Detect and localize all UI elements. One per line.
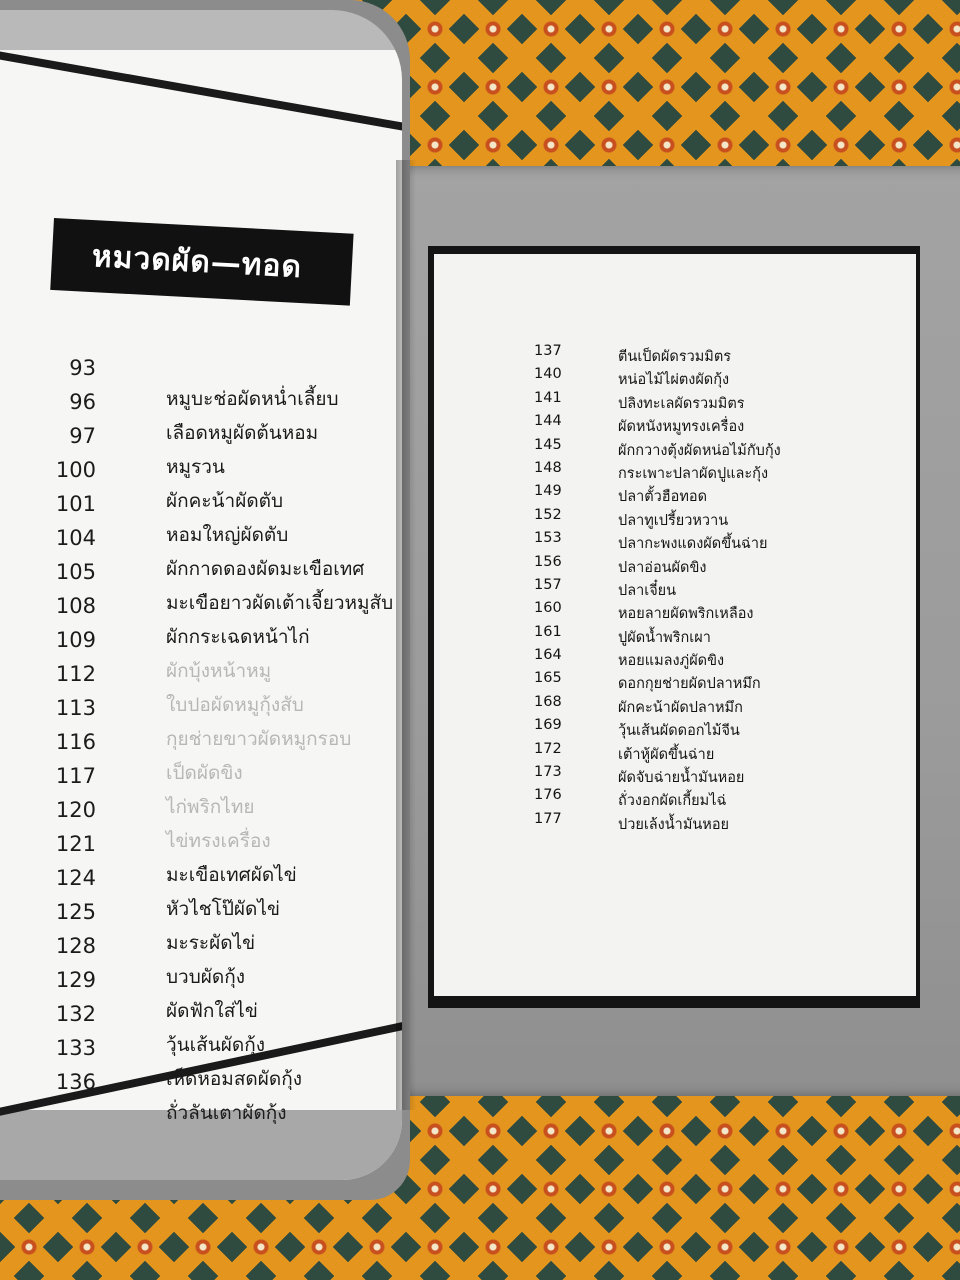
toc-dish-name: ผัดจับฉ่ายน้ำมันหอย <box>618 770 745 787</box>
toc-page-number: 97 <box>69 424 96 448</box>
toc-page-number: 176 <box>534 787 562 804</box>
toc-dish-name: ปูผัดน้ำพริกเผา <box>618 629 711 646</box>
toc-dish-name: ผักบุ้งหน้าหมู <box>166 660 272 682</box>
toc-page-number: 152 <box>534 506 562 523</box>
toc-dish-name: หัวไชโป๊ผัดไข่ <box>166 898 280 920</box>
toc-page-number: 125 <box>55 900 96 924</box>
toc-dish-name: ปลิงทะเลผัดรวมมิตร <box>618 395 745 412</box>
toc-dish-name: ปลากะพงแดงผัดขึ้นฉ่าย <box>618 536 768 553</box>
toc-page-number: 169 <box>534 717 562 734</box>
toc-dish-name: ปลาทูเปรี้ยวหวาน <box>618 512 729 529</box>
toc-page-number: 96 <box>69 390 96 414</box>
toc-dish-name: กุยช่ายขาวผัดหมูกรอบ <box>166 728 352 750</box>
toc-dish-name: บวบผัดกุ้ง <box>166 966 246 988</box>
toc-page-number: 116 <box>55 730 96 754</box>
toc-page-number: 156 <box>534 553 562 570</box>
toc-page-number: 168 <box>534 693 562 710</box>
toc-dish-name: ผักกาดดองผัดมะเขือเทศ <box>166 558 365 580</box>
toc-dish-name: มะระผัดไข่ <box>166 932 256 954</box>
toc-dish-name: เลือดหมูผัดต้นหอม <box>166 422 319 444</box>
toc-dish-name: วุ้นเส้นผัดดอกไม้จีน <box>618 723 740 740</box>
toc-dish-name: มะเขือยาวผัดเต้าเจี้ยวหมูสับ <box>166 592 394 614</box>
toc-page-number: 173 <box>534 764 562 781</box>
toc-page-number: 172 <box>534 740 562 757</box>
toc-dish-name: ผักกระเฉดหน้าไก่ <box>166 626 310 648</box>
toc-dish-name: ผักคะน้าผัดตับ <box>166 490 284 512</box>
toc-dish-name: ปลาเจี๋ยน <box>618 582 677 599</box>
toc-dish-name: ไก่พริกไทย <box>166 796 255 818</box>
toc-page-number: 157 <box>534 576 562 593</box>
toc-dish-name: ปลาตั้วฮือทอด <box>618 489 708 506</box>
toc-page-number: 132 <box>55 1002 96 1026</box>
toc-page-number: 128 <box>55 934 96 958</box>
toc-dish-name: กระเพาะปลาผัดปูและกุ้ง <box>618 465 769 482</box>
toc-dish-name: เป็ดผัดขิง <box>166 762 243 784</box>
toc-dish-name: ผักกวางตุ้งผัดหน่อไม้กับกุ้ง <box>618 442 781 459</box>
toc-dish-name: ปวยเล้งน้ำมันหอย <box>618 816 730 833</box>
left-page-top-rule <box>0 48 402 136</box>
toc-page-number: 153 <box>534 530 562 547</box>
toc-page-number: 144 <box>534 413 562 430</box>
toc-page-number: 104 <box>55 526 96 550</box>
toc-page-number: 165 <box>534 670 562 687</box>
toc-page-number: 129 <box>55 968 96 992</box>
toc-page-number: 100 <box>55 458 96 482</box>
toc-page-number: 117 <box>55 764 96 788</box>
toc-dish-name: มะเขือเทศผัดไข่ <box>166 864 297 886</box>
book-gutter-shadow <box>396 160 416 1110</box>
toc-dish-name: ไข่ทรงเครื่อง <box>166 830 271 852</box>
toc-page-number: 136 <box>55 1070 96 1094</box>
toc-dish-name: หอยแมลงภู่ผัดขิง <box>618 653 725 670</box>
toc-dish-name: หมูรวน <box>166 456 225 478</box>
toc-page-number: 112 <box>55 662 96 686</box>
toc-page-number: 161 <box>534 623 562 640</box>
toc-dish-name: ถั่วงอกผัดเกี้ยมไฉ่ <box>618 793 727 810</box>
toc-dish-name: หอมใหญ่ผัดตับ <box>166 524 289 546</box>
toc-page-number: 141 <box>534 389 562 406</box>
toc-page-number: 133 <box>55 1036 96 1060</box>
toc-dish-name: วุ้นเส้นผัดกุ้ง <box>166 1034 265 1056</box>
toc-dish-name: เห็ดหอมสดผัดกุ้ง <box>166 1068 303 1090</box>
toc-dish-name: ปลาอ่อนผัดขิง <box>618 559 707 576</box>
toc-page-number: 164 <box>534 647 562 664</box>
toc-page-number: 145 <box>534 436 562 453</box>
toc-page-number: 121 <box>55 832 96 856</box>
toc-dish-name: เต้าหู้ผัดขึ้นฉ่าย <box>618 746 715 763</box>
toc-page-number: 148 <box>534 459 562 476</box>
toc-page-number: 124 <box>55 866 96 890</box>
toc-page-number: 113 <box>55 696 96 720</box>
toc-page-number: 149 <box>534 483 562 500</box>
toc-page-number: 137 <box>534 343 562 359</box>
toc-page-number: 160 <box>534 600 562 617</box>
toc-dish-name: ผัดฟักใส่ไข่ <box>166 1000 258 1022</box>
toc-dish-name: หอยลายผัดพริกเหลือง <box>618 606 754 623</box>
toc-page-number: 109 <box>55 628 96 652</box>
toc-dish-name: ถั่วลันเตาผัดกุ้ง <box>166 1102 287 1124</box>
toc-page-number: 120 <box>55 798 96 822</box>
toc-dish-name: ดอกกุยช่ายผัดปลาหมึก <box>618 676 761 693</box>
toc-page-number: 105 <box>55 560 96 584</box>
toc-dish-name: ตีนเป็ดผัดรวมมิตร <box>618 349 732 365</box>
toc-page-number: 140 <box>534 366 562 383</box>
toc-dish-name: หมูบะช่อผัดหน่ำเลี้ยบ <box>166 388 339 410</box>
toc-page-number: 93 <box>69 356 96 380</box>
toc-dish-name: ผัดหนังหมูทรงเครื่อง <box>618 419 745 436</box>
toc-dish-name: ผักคะน้าผัดปลาหมึก <box>618 699 743 716</box>
toc-page-number: 177 <box>534 810 562 827</box>
toc-page-number: 108 <box>55 594 96 618</box>
toc-dish-name: ใบปอผัดหมูกุ้งสับ <box>166 694 304 716</box>
toc-page-number: 101 <box>55 492 96 516</box>
section-title: หมวดผัด—ทอด <box>50 218 353 306</box>
toc-dish-name: หน่อไม้ไผ่ตงผัดกุ้ง <box>618 372 730 389</box>
